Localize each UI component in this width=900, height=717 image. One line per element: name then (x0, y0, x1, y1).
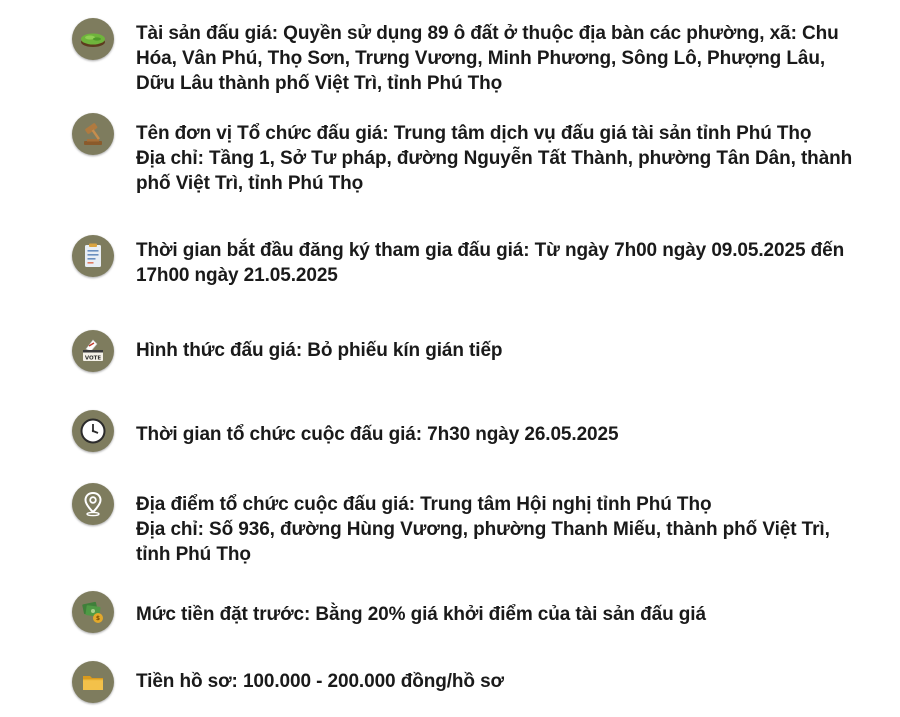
ballot-box-icon (72, 330, 114, 372)
money-deposit-icon (72, 591, 114, 633)
location-pin-icon (72, 483, 114, 525)
organizer-name: Tên đơn vị Tổ chức đấu giá: Trung tâm dịch vụ đấu giá tài sản tỉnh Phú Thọ (136, 123, 812, 144)
asset-text: Tài sản đấu giá: Quyền sử dụng 89 ô đất ở thuộc địa bàn các phường, xã: Chu Hóa, Vân Phú, Thọ Sơn, Trưng Vương, Minh Phương, Sông Lô, Phượng Lâu, Dữu Lâu thành phố Việt Trì, tỉnh Phú Thọ (136, 23, 839, 94)
folder-icon (72, 661, 114, 703)
venue-name: Địa điểm tổ chức cuộc đấu giá: Trung tâm Hội nghị tỉnh Phú Thọ (136, 494, 712, 515)
auction-gavel-icon (72, 113, 114, 155)
deposit-text: Mức tiền đặt trước: Bằng 20% giá khởi điểm của tài sản đấu giá (136, 604, 706, 625)
auction-time-text: Thời gian tổ chức cuộc đấu giá: 7h30 ngày 26.05.2025 (136, 424, 619, 445)
organizer-address: Địa chỉ: Tầng 1, Sở Tư pháp, đường Nguyễn Tất Thành, phường Tân Dân, thành phố Việt Trì, tỉnh Phú Thọ (136, 148, 853, 194)
registration-text: Thời gian bắt đầu đăng ký tham gia đấu giá: Từ ngày 7h00 ngày 09.05.2025 đến 17h00 ngày 21.05.2025 (136, 240, 845, 286)
registration-form-icon (72, 235, 114, 277)
svg-text:$: $ (95, 615, 101, 623)
clock-icon (72, 410, 114, 452)
grass-land-icon (72, 18, 114, 60)
venue-address: Địa chỉ: Số 936, đường Hùng Vương, phường Thanh Miếu, thành phố Việt Trì, tỉnh Phú Thọ (136, 519, 830, 565)
svg-text:VOTE: VOTE (84, 355, 102, 362)
dossier-fee-text: Tiền hồ sơ: 100.000 - 200.000 đồng/hồ sơ (136, 671, 504, 692)
auction-form-text: Hình thức đấu giá: Bỏ phiếu kín gián tiếp (136, 340, 503, 361)
